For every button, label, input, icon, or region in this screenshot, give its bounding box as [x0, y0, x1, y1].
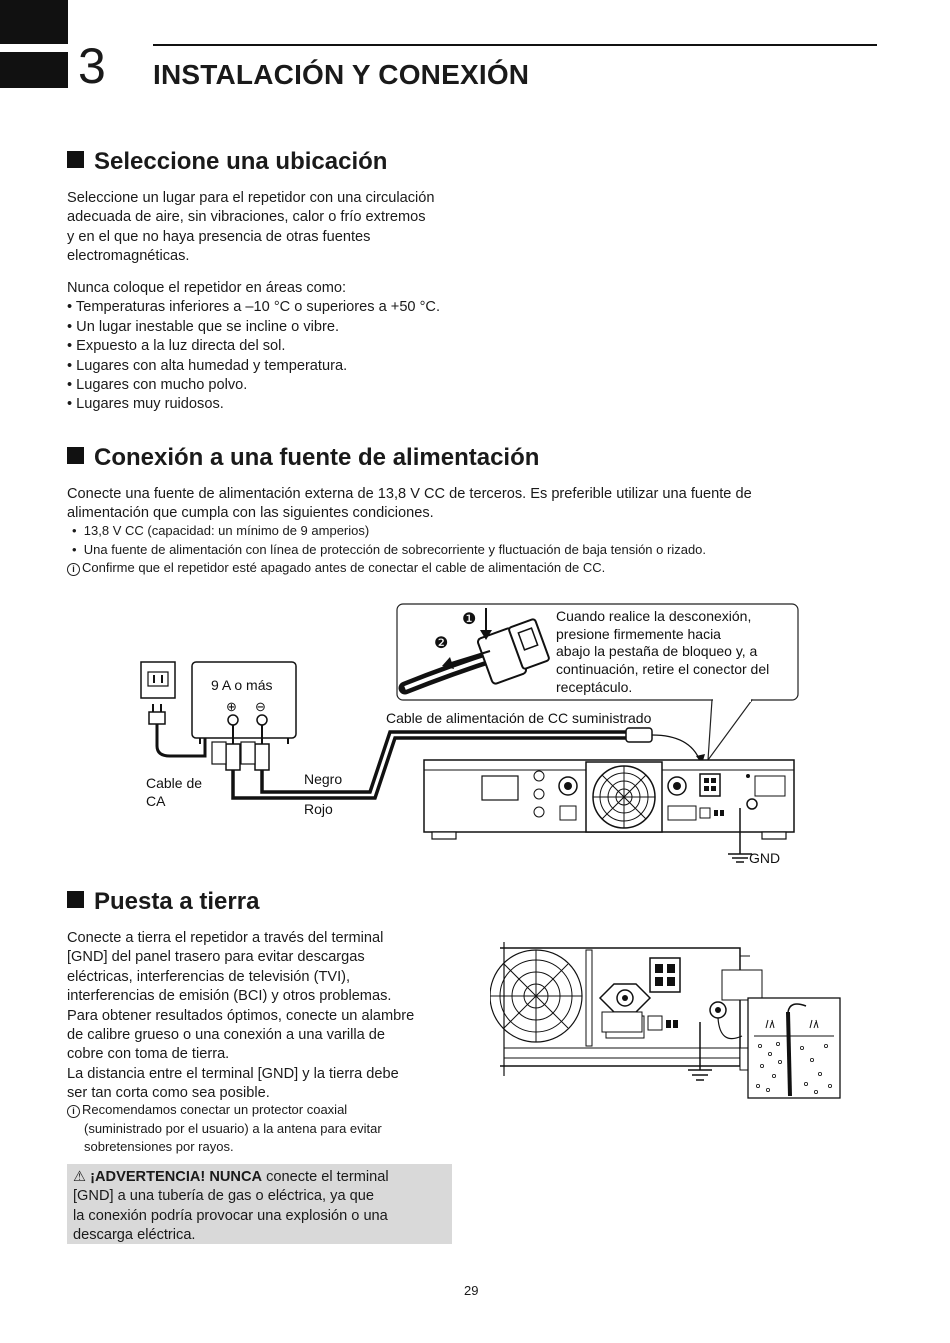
list-item: • 13,8 V CC (capacidad: un mínimo de 9 amperios)	[72, 523, 370, 538]
list-item: • Un lugar inestable que se incline o vibre.	[67, 318, 340, 335]
callout-line: Cuando realice la desconexión,	[556, 608, 752, 624]
ac-cable-label-line1: Cable de	[146, 775, 203, 791]
warning-line: conecte el terminal	[262, 1169, 389, 1185]
list-item: • Expuesto a la luz directa del sol.	[67, 338, 286, 355]
paragraph-line: Seleccione un lugar para el repetidor con una circulación	[67, 190, 435, 206]
page-number: 29	[464, 1283, 479, 1298]
paragraph-line: [GND] del panel trasero para evitar descargas	[67, 949, 365, 966]
warning-line: descarga eléctrica.	[73, 1227, 196, 1244]
square-bullet-icon	[67, 447, 84, 464]
grounding-diagram	[490, 936, 850, 1106]
note-text: Confirme que el repetidor esté apagado antes de conectar el cable de alimentación de CC.	[82, 560, 606, 575]
callout-line: presione firmemente hacia	[556, 626, 721, 642]
callout-line: continuación, retire el conector del	[556, 661, 770, 677]
power-paragraph	[67, 485, 752, 524]
red-terminal-clip	[226, 744, 240, 770]
list-item-text: 13,8 V CC (capacidad: un mínimo de 9 amperios)	[83, 523, 370, 538]
paragraph-line: adecuada de aire, sin vibraciones, calor o frío extremos	[67, 209, 426, 226]
black-wire-label: Negro	[304, 771, 343, 787]
note-text: (suministrado por el usuario) a la antena para evitar	[84, 1120, 382, 1136]
section-title-power	[67, 443, 539, 473]
list-item: • Una fuente de alimentación con línea de protección de sobrecorriente y fluctuación de baja tensión o rizado.	[72, 541, 707, 557]
callout-pointer	[708, 700, 752, 760]
callout-line: abajo la pestaña de bloqueo y, a	[556, 643, 758, 659]
location-paragraph	[67, 189, 435, 267]
note-text: Recomendamos conectar un protector coaxial	[82, 1102, 348, 1117]
section-title-text: Conexión a una fuente de alimentación	[94, 444, 540, 471]
paragraph-line: ser tan corta como sea posible.	[67, 1085, 270, 1102]
chapter-rule	[153, 44, 877, 46]
section-title-text: Puesta a tierra	[94, 888, 260, 915]
wall-outlet-icon	[141, 662, 175, 698]
paragraph-line: cobre con toma de tierra.	[67, 1046, 230, 1063]
red-wire-label: Rojo	[304, 801, 333, 817]
list-item-text: Una fuente de alimentación con línea de protección de sobrecorriente y fluctuación de baja tensión o rizado.	[83, 541, 707, 557]
list-item: • Temperaturas inferiores a –10 °C o superiores a +50 °C.	[67, 299, 441, 316]
list-item: • Lugares muy ruidosos.	[67, 396, 224, 413]
section-title-grounding	[67, 887, 259, 917]
paragraph-line: de calibre grueso o una conexión a una varilla de	[67, 1027, 386, 1044]
step-2-marker: ❷	[434, 635, 449, 652]
dc-cable-label: Cable de alimentación de CC suministrado	[386, 710, 652, 726]
black-terminal-clip	[255, 744, 269, 770]
paragraph-line: Conecte una fuente de alimentación externa de 13,8 V CC de terceros. Es preferible utilizar una fuente de	[67, 486, 752, 502]
paragraph-line: Para obtener resultados óptimos, conecte un alambre	[67, 1007, 415, 1024]
info-icon: i	[67, 563, 80, 576]
paragraph-line: Conecte a tierra el repetidor a través del terminal	[67, 930, 384, 946]
grounding-paragraph	[67, 929, 414, 1104]
step-1-marker: ❶	[462, 611, 477, 628]
chapter-number: 3	[78, 38, 106, 94]
positive-terminal-symbol: ⊕	[226, 699, 237, 714]
warning-triangle-icon: ⚠	[73, 1169, 87, 1185]
list-intro: Nunca coloque el repetidor en áreas como:	[67, 280, 347, 296]
repeater-rear-panel	[424, 760, 794, 854]
warning-line: [GND] a una tubería de gas o eléctrica, ya que	[73, 1188, 374, 1205]
chapter-tab-bar-bottom	[0, 52, 68, 88]
list-item: • Lugares con mucho polvo.	[67, 377, 248, 394]
square-bullet-icon	[67, 151, 84, 168]
gnd-label: GND	[749, 850, 781, 866]
psu-rating-label: 9 A o más	[211, 677, 273, 693]
section-title-location	[67, 147, 387, 177]
paragraph-line: La distancia entre el terminal [GND] y la tierra debe	[67, 1065, 399, 1082]
paragraph-line: eléctricas, interferencias de televisión (TVI),	[67, 968, 351, 985]
paragraph-line: y en el que no haya presencia de otras fuentes	[67, 228, 371, 245]
chapter-tab-bar-top	[0, 0, 68, 44]
warning-line: la conexión podría provocar una explosión o una	[73, 1207, 388, 1224]
dc-plug-icon	[626, 728, 652, 742]
chapter-title: INSTALACIÓN Y CONEXIÓN	[153, 59, 530, 90]
section-title-text: Seleccione una ubicación	[94, 148, 388, 175]
list-item: • Lugares con alta humedad y temperatura.	[67, 357, 348, 374]
note-text: sobretensiones por rayos.	[84, 1139, 234, 1155]
power-connection-diagram	[0, 596, 950, 876]
negative-terminal-symbol: ⊖	[255, 699, 266, 714]
ac-cable-label-line2: CA	[146, 793, 166, 809]
paragraph-line: interferencias de emisión (BCI) y otros problemas.	[67, 988, 392, 1005]
location-avoid-list	[67, 279, 440, 415]
paragraph-line: electromagnéticas.	[67, 248, 190, 265]
callout-line: receptáculo.	[556, 679, 633, 695]
paragraph-line: alimentación que cumpla con las siguientes condiciones.	[67, 505, 434, 522]
square-bullet-icon	[67, 891, 84, 908]
warning-text	[73, 1168, 389, 1246]
power-supply-unit	[192, 662, 296, 738]
grounding-note	[67, 1101, 382, 1157]
power-conditions-list	[72, 522, 706, 559]
warning-emphasis: ¡ADVERTENCIA! NUNCA	[90, 1169, 263, 1185]
power-note	[67, 559, 605, 578]
info-icon: i	[67, 1105, 80, 1118]
